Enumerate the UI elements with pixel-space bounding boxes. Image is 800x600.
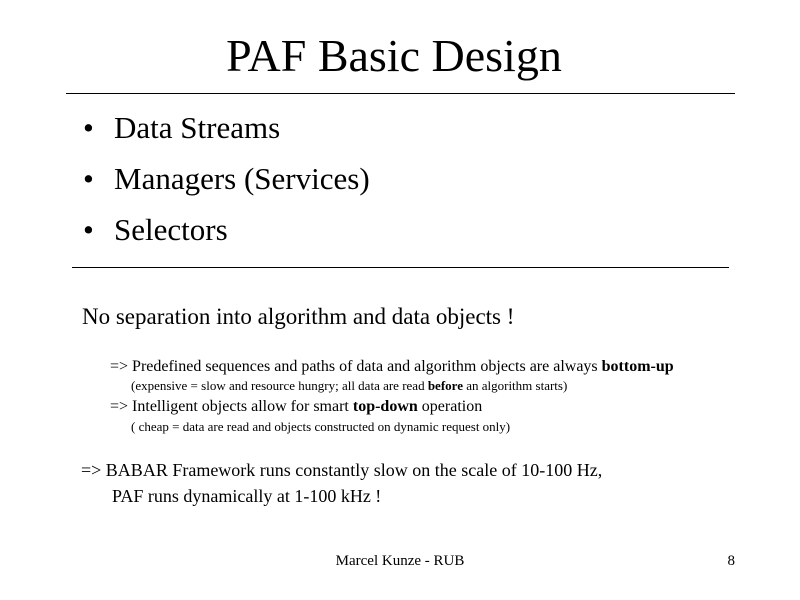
bullet-item-data-streams: [83, 106, 370, 157]
note-text: ( cheap = data are read and objects constructed on dynamic request only): [131, 419, 511, 434]
point-bottom-up: [110, 357, 674, 377]
page-number: 8: [727, 553, 735, 569]
point-text: => Intelligent objects allow for smart: [110, 398, 353, 415]
section-divider: [72, 267, 729, 268]
bullet-label: Managers (Services): [114, 161, 370, 196]
conclusion-babar: => BABAR Framework runs constantly slow on the scale of 10-100 Hz,: [81, 460, 603, 480]
bullet-item-managers: [83, 157, 370, 208]
note-emphasis: before: [427, 378, 463, 393]
title-divider: [66, 93, 735, 94]
point-emphasis: top-down: [352, 398, 418, 415]
point-text: => Predefined sequences and paths of data and algorithm objects are always: [110, 358, 602, 375]
bullet-label: Selectors: [114, 212, 228, 247]
bullet-marker: •: [83, 212, 94, 247]
bullet-marker: •: [83, 161, 94, 196]
point-text-end: operation: [417, 398, 483, 415]
note-text: (expensive = slow and resource hungry; all data are read: [131, 378, 428, 393]
bullet-marker: •: [83, 110, 94, 145]
design-statement: No separation into algorithm and data objects !: [82, 304, 515, 329]
bullet-label: Data Streams: [114, 110, 281, 145]
bullet-list: [83, 106, 370, 259]
conclusion-paf: PAF runs dynamically at 1-100 kHz !: [112, 486, 382, 506]
footer-author: Marcel Kunze - RUB: [335, 553, 465, 569]
slide-title: PAF Basic Design: [226, 30, 562, 81]
point-top-down: [110, 397, 482, 417]
note-bottom-up: [131, 378, 567, 394]
bullet-item-selectors: [83, 208, 370, 259]
point-emphasis: bottom-up: [601, 358, 674, 375]
note-top-down: [131, 419, 510, 435]
note-text-end: an algorithm starts): [462, 378, 568, 393]
